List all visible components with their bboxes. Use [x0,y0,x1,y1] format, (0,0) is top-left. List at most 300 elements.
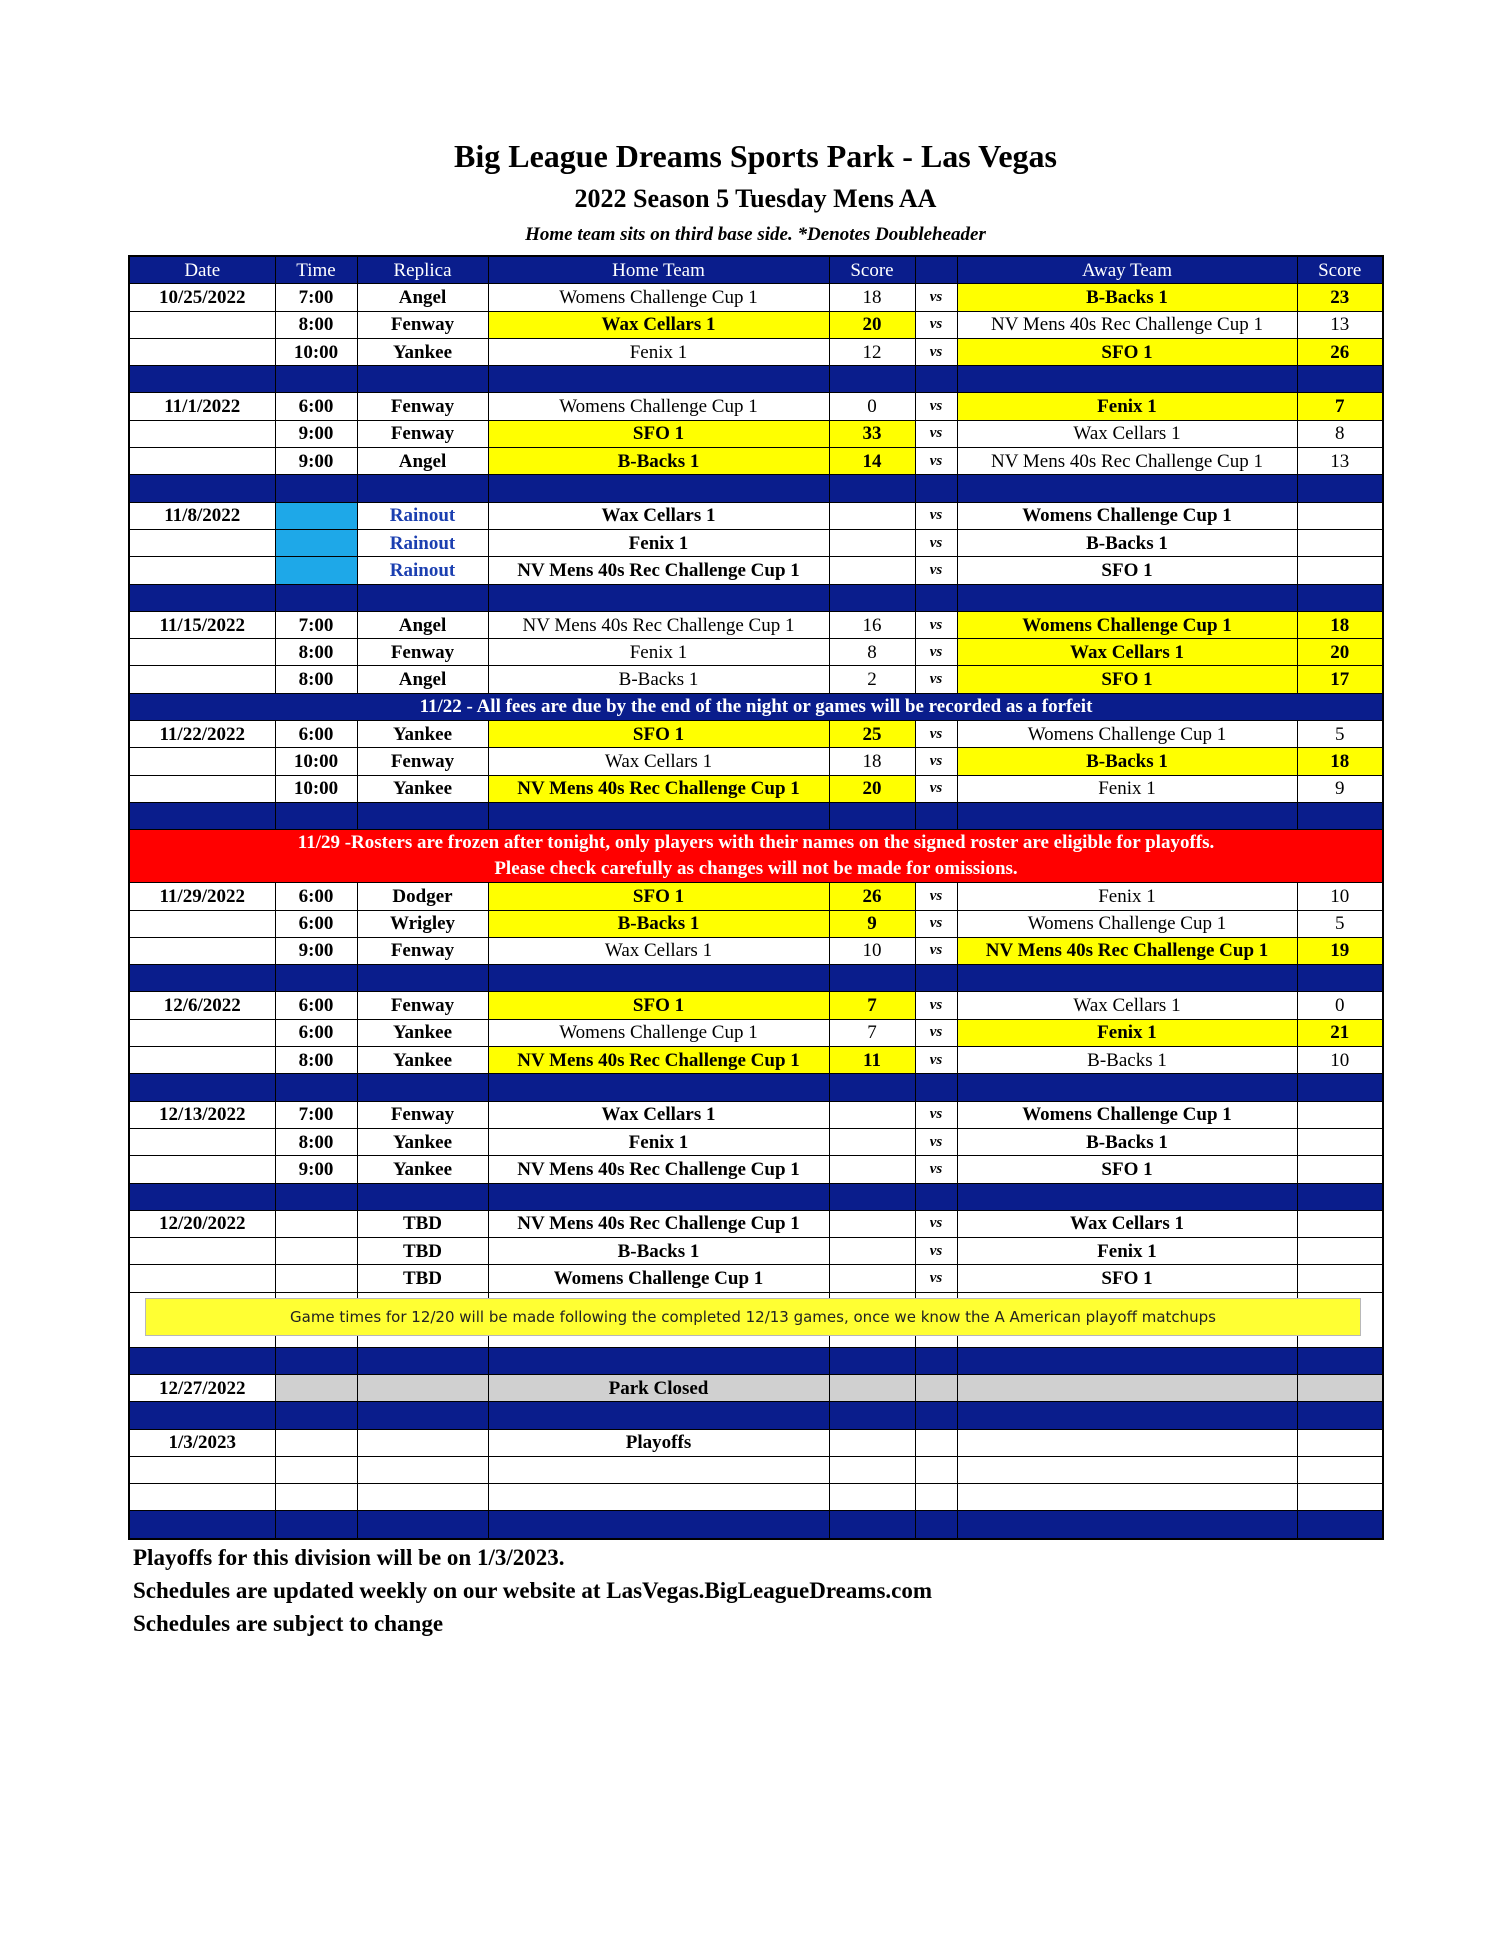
away-team-cell: NV Mens 40s Rec Challenge Cup 1 [957,937,1297,964]
empty-cell [829,1183,915,1210]
empty-cell [275,1074,357,1101]
game-row [129,1210,1383,1237]
away-score-cell [1297,1101,1383,1128]
empty-cell [357,1347,488,1374]
away-score-cell: 5 [1297,721,1383,748]
date-cell: 11/29/2022 [129,883,275,910]
away-team-cell: SFO 1 [957,1265,1297,1292]
time-cell: 8:00 [275,1047,357,1074]
empty-cell [275,802,357,829]
replica-cell: Yankee [357,1156,488,1183]
game-row [129,910,1383,937]
home-score-cell [829,502,915,529]
home-team-cell: Wax Cellars 1 [488,1101,829,1128]
header-date: Date [129,256,275,284]
date-cell [129,311,275,338]
empty-cell [1297,366,1383,393]
empty-cell [357,1456,488,1483]
empty-cell [829,1374,915,1401]
replica-cell: Angel [357,611,488,638]
vs-label: vs [915,1210,957,1237]
date-cell [129,937,275,964]
game-row [129,937,1383,964]
home-team-cell: Fenix 1 [488,338,829,365]
vs-label: vs [915,284,957,311]
vs-label: vs [915,448,957,475]
vs-label: vs [915,666,957,693]
empty-cell [129,475,275,502]
empty-cell [915,965,957,992]
empty-cell [275,1484,357,1511]
home-score-cell [829,557,915,584]
away-team-cell: Wax Cellars 1 [957,992,1297,1019]
empty-cell [357,1511,488,1539]
time-cell: 10:00 [275,748,357,775]
replica-cell: Fenway [357,311,488,338]
empty-cell [488,475,829,502]
separator-row [129,1511,1383,1539]
playoffs-row [129,1429,1383,1456]
home-team-cell: B-Backs 1 [488,1238,829,1265]
vs-label: vs [915,311,957,338]
date-cell [129,1238,275,1265]
date-cell [129,1128,275,1155]
away-score-cell: 17 [1297,666,1383,693]
empty-cell [275,1374,357,1401]
time-cell: 9:00 [275,448,357,475]
vs-label: vs [915,393,957,420]
empty-cell [1297,475,1383,502]
home-team-cell: SFO 1 [488,992,829,1019]
away-team-cell: Womens Challenge Cup 1 [957,1101,1297,1128]
replica-cell: TBD [357,1238,488,1265]
time-cell: 7:00 [275,1101,357,1128]
empty-cell [129,1484,275,1511]
vs-label: vs [915,775,957,802]
game-row [129,393,1383,420]
roster-alert-line1: 11/29 -Rosters are frozen after tonight, only players with their names on the signed roster are eligible for playoffs. [297,832,1215,854]
time-cell [275,1265,357,1292]
empty-cell [275,965,357,992]
away-score-cell: 0 [1297,992,1383,1019]
away-score-cell [1297,1265,1383,1292]
vs-label: vs [915,910,957,937]
date-cell [129,666,275,693]
away-score-cell: 19 [1297,937,1383,964]
header-away-team: Away Team [957,256,1297,284]
home-team-cell: NV Mens 40s Rec Challenge Cup 1 [488,775,829,802]
header-time: Time [275,256,357,284]
playoffs-label: Playoffs [488,1429,829,1456]
empty-cell [957,1511,1297,1539]
away-team-cell: Womens Challenge Cup 1 [957,502,1297,529]
home-score-cell: 26 [829,883,915,910]
game-row [129,1238,1383,1265]
home-score-cell: 18 [829,748,915,775]
home-score-cell [829,1265,915,1292]
game-row [129,311,1383,338]
table-header [129,256,1383,284]
replica-cell: Angel [357,666,488,693]
footer-playoffs: Playoffs for this division will be on 1/3/2023. [133,1545,565,1570]
vs-label: vs [915,639,957,666]
empty-cell [1297,1511,1383,1539]
vs-label: vs [915,611,957,638]
time-cell: 10:00 [275,775,357,802]
time-cell: 6:00 [275,883,357,910]
date-cell [129,1019,275,1046]
empty-cell [275,1347,357,1374]
away-score-cell [1297,1238,1383,1265]
vs-label: vs [915,557,957,584]
blank-row [129,1456,1383,1483]
separator-row [129,1402,1383,1429]
empty-cell [957,1402,1297,1429]
empty-cell [129,1511,275,1539]
home-score-cell: 9 [829,910,915,937]
date-cell: 11/1/2022 [129,393,275,420]
away-team-cell: SFO 1 [957,557,1297,584]
vs-label: vs [915,529,957,556]
vs-label: vs [915,1238,957,1265]
game-time-note: Game times for 12/20 will be made following the completed 12/13 games, once we know the A American playoff matchups [145,1298,1361,1336]
time-cell: 7:00 [275,284,357,311]
vs-label: vs [915,1265,957,1292]
away-score-cell: 18 [1297,748,1383,775]
time-cell [275,1210,357,1237]
empty-cell [488,1074,829,1101]
game-row [129,611,1383,638]
game-row [129,338,1383,365]
time-cell: 9:00 [275,420,357,447]
home-team-cell: SFO 1 [488,721,829,748]
empty-cell [129,802,275,829]
replica-cell: Rainout [357,529,488,556]
home-score-cell: 11 [829,1047,915,1074]
replica-cell: TBD [357,1265,488,1292]
time-cell: 6:00 [275,910,357,937]
game-row [129,1156,1383,1183]
away-score-cell [1297,1156,1383,1183]
away-team-cell: Fenix 1 [957,1019,1297,1046]
empty-cell [275,366,357,393]
game-row [129,420,1383,447]
away-team-cell: B-Backs 1 [957,748,1297,775]
replica-cell: Angel [357,284,488,311]
time-cell: 10:00 [275,338,357,365]
time-cell: 8:00 [275,1128,357,1155]
separator-row [129,965,1383,992]
empty-cell [357,1429,488,1456]
empty-cell [488,1511,829,1539]
empty-cell [957,1347,1297,1374]
blank-row [129,1484,1383,1511]
home-team-cell: Womens Challenge Cup 1 [488,284,829,311]
separator-row [129,1183,1383,1210]
empty-cell [829,1074,915,1101]
empty-cell [357,584,488,611]
fee-banner-text: 11/22 - All fees are due by the end of the night or games will be recorded as a forfeit [129,693,1383,720]
empty-cell [957,584,1297,611]
header-vs [915,256,957,284]
game-row [129,721,1383,748]
away-team-cell: SFO 1 [957,666,1297,693]
game-row [129,1047,1383,1074]
time-cell: 8:00 [275,311,357,338]
time-cell: 6:00 [275,393,357,420]
replica-cell: Fenway [357,639,488,666]
vs-label: vs [915,502,957,529]
time-cell: 8:00 [275,666,357,693]
date-cell: 10/25/2022 [129,284,275,311]
away-score-cell: 5 [1297,910,1383,937]
date-cell [129,557,275,584]
home-score-cell [829,1101,915,1128]
home-score-cell: 10 [829,937,915,964]
empty-cell [829,1456,915,1483]
home-team-cell: Wax Cellars 1 [488,502,829,529]
empty-cell [1297,802,1383,829]
home-score-cell: 33 [829,420,915,447]
home-team-cell: NV Mens 40s Rec Challenge Cup 1 [488,1156,829,1183]
game-row [129,502,1383,529]
home-team-cell: Womens Challenge Cup 1 [488,1265,829,1292]
vs-label: vs [915,748,957,775]
home-score-cell [829,529,915,556]
away-score-cell: 10 [1297,883,1383,910]
away-score-cell: 18 [1297,611,1383,638]
empty-cell [129,965,275,992]
away-team-cell: B-Backs 1 [957,529,1297,556]
away-score-cell [1297,1210,1383,1237]
vs-label: vs [915,883,957,910]
away-team-cell: Wax Cellars 1 [957,639,1297,666]
away-team-cell: Wax Cellars 1 [957,420,1297,447]
away-team-cell: Fenix 1 [957,883,1297,910]
away-score-cell [1297,529,1383,556]
date-cell: 11/8/2022 [129,502,275,529]
away-score-cell: 23 [1297,284,1383,311]
away-team-cell: Fenix 1 [957,1238,1297,1265]
away-team-cell: Womens Challenge Cup 1 [957,611,1297,638]
empty-cell [275,1456,357,1483]
empty-cell [275,1183,357,1210]
time-cell [275,557,357,584]
page-title: Big League Dreams Sports Park - Las Vegas [454,138,1057,174]
empty-cell [129,1347,275,1374]
empty-cell [915,1183,957,1210]
replica-cell: Fenway [357,937,488,964]
empty-cell [488,965,829,992]
separator-row [129,366,1383,393]
empty-cell [1297,1402,1383,1429]
home-team-cell: Wax Cellars 1 [488,937,829,964]
home-team-cell: NV Mens 40s Rec Challenge Cup 1 [488,557,829,584]
vs-label: vs [915,420,957,447]
replica-cell: Wrigley [357,910,488,937]
away-team-cell: B-Backs 1 [957,1047,1297,1074]
home-score-cell: 18 [829,284,915,311]
home-score-cell: 0 [829,393,915,420]
replica-cell: Yankee [357,338,488,365]
header-home-team: Home Team [488,256,829,284]
header-away-score: Score [1297,256,1383,284]
empty-cell [357,1484,488,1511]
empty-cell [915,475,957,502]
empty-cell [129,1183,275,1210]
time-cell [275,529,357,556]
replica-cell: Yankee [357,1128,488,1155]
empty-cell [957,1183,1297,1210]
home-team-cell: Fenix 1 [488,529,829,556]
empty-cell [957,1456,1297,1483]
home-team-cell: Fenix 1 [488,639,829,666]
empty-cell [915,1429,957,1456]
schedule-table [128,255,1384,1540]
park-closed-row [129,1374,1383,1401]
away-score-cell: 8 [1297,420,1383,447]
replica-cell: Yankee [357,775,488,802]
game-row [129,284,1383,311]
game-row [129,1101,1383,1128]
empty-cell [1297,1183,1383,1210]
replica-cell: Yankee [357,721,488,748]
away-team-cell: Fenix 1 [957,393,1297,420]
game-row [129,992,1383,1019]
game-row [129,639,1383,666]
away-team-cell: Wax Cellars 1 [957,1210,1297,1237]
home-score-cell: 12 [829,338,915,365]
replica-cell: Yankee [357,1019,488,1046]
date-cell: 1/3/2023 [129,1429,275,1456]
vs-label: vs [915,338,957,365]
replica-cell: Fenway [357,992,488,1019]
home-team-cell: B-Backs 1 [488,910,829,937]
game-row [129,748,1383,775]
empty-cell [275,1511,357,1539]
home-score-cell: 2 [829,666,915,693]
empty-cell [129,1402,275,1429]
game-row [129,529,1383,556]
empty-cell [129,366,275,393]
header-replica: Replica [357,256,488,284]
game-row [129,666,1383,693]
time-cell: 6:00 [275,721,357,748]
game-row [129,1128,1383,1155]
empty-cell [829,1511,915,1539]
game-row [129,1265,1383,1292]
separator-row [129,475,1383,502]
date-cell: 12/27/2022 [129,1374,275,1401]
empty-cell [957,1429,1297,1456]
date-cell [129,748,275,775]
empty-cell [488,1456,829,1483]
roster-alert [129,830,1383,883]
away-score-cell: 9 [1297,775,1383,802]
empty-cell [957,475,1297,502]
time-cell: 7:00 [275,611,357,638]
empty-cell [957,1074,1297,1101]
away-team-cell: Womens Challenge Cup 1 [957,721,1297,748]
vs-label: vs [915,937,957,964]
page-subtitle: 2022 Season 5 Tuesday Mens AA [574,184,937,213]
separator-row [129,802,1383,829]
replica-cell: Fenway [357,748,488,775]
empty-cell [129,1456,275,1483]
empty-cell [1297,1074,1383,1101]
date-cell [129,1265,275,1292]
empty-cell [915,1347,957,1374]
empty-cell [275,1402,357,1429]
replica-cell: Dodger [357,883,488,910]
footer-website: Schedules are updated weekly on our website at LasVegas.BigLeagueDreams.com [133,1578,933,1603]
home-score-cell: 20 [829,311,915,338]
empty-cell [488,1402,829,1429]
home-score-cell: 7 [829,1019,915,1046]
empty-cell [1297,1429,1383,1456]
home-team-cell: Womens Challenge Cup 1 [488,393,829,420]
date-cell [129,910,275,937]
vs-label: vs [915,1047,957,1074]
away-score-cell: 20 [1297,639,1383,666]
empty-cell [915,366,957,393]
home-score-cell: 16 [829,611,915,638]
empty-cell [1297,1456,1383,1483]
away-team-cell: NV Mens 40s Rec Challenge Cup 1 [957,311,1297,338]
game-row [129,448,1383,475]
away-score-cell: 26 [1297,338,1383,365]
empty-cell [357,366,488,393]
empty-cell [275,1429,357,1456]
empty-cell [357,1374,488,1401]
empty-cell [829,1429,915,1456]
vs-label: vs [915,1128,957,1155]
empty-cell [357,1074,488,1101]
home-team-cell: B-Backs 1 [488,666,829,693]
home-score-cell: 14 [829,448,915,475]
away-score-cell: 21 [1297,1019,1383,1046]
away-score-cell: 7 [1297,393,1383,420]
empty-cell [1297,1347,1383,1374]
away-team-cell: Womens Challenge Cup 1 [957,910,1297,937]
empty-cell [357,1183,488,1210]
date-cell [129,1156,275,1183]
replica-cell: TBD [357,1210,488,1237]
home-score-cell [829,1128,915,1155]
away-score-cell [1297,1128,1383,1155]
footer-disclaimer: Schedules are subject to change [133,1611,444,1636]
time-cell [275,502,357,529]
empty-cell [915,1511,957,1539]
date-cell: 12/6/2022 [129,992,275,1019]
replica-cell: Fenway [357,1101,488,1128]
separator-row [129,1347,1383,1374]
empty-cell [129,584,275,611]
date-cell [129,639,275,666]
time-cell: 6:00 [275,992,357,1019]
time-cell: 9:00 [275,1156,357,1183]
empty-cell [829,475,915,502]
home-score-cell: 25 [829,721,915,748]
empty-cell [488,1183,829,1210]
home-score-cell [829,1156,915,1183]
empty-cell [1297,965,1383,992]
header-home-score: Score [829,256,915,284]
empty-cell [357,1402,488,1429]
vs-label: vs [915,1101,957,1128]
roster-alert-text [129,830,1383,883]
empty-cell [129,1074,275,1101]
